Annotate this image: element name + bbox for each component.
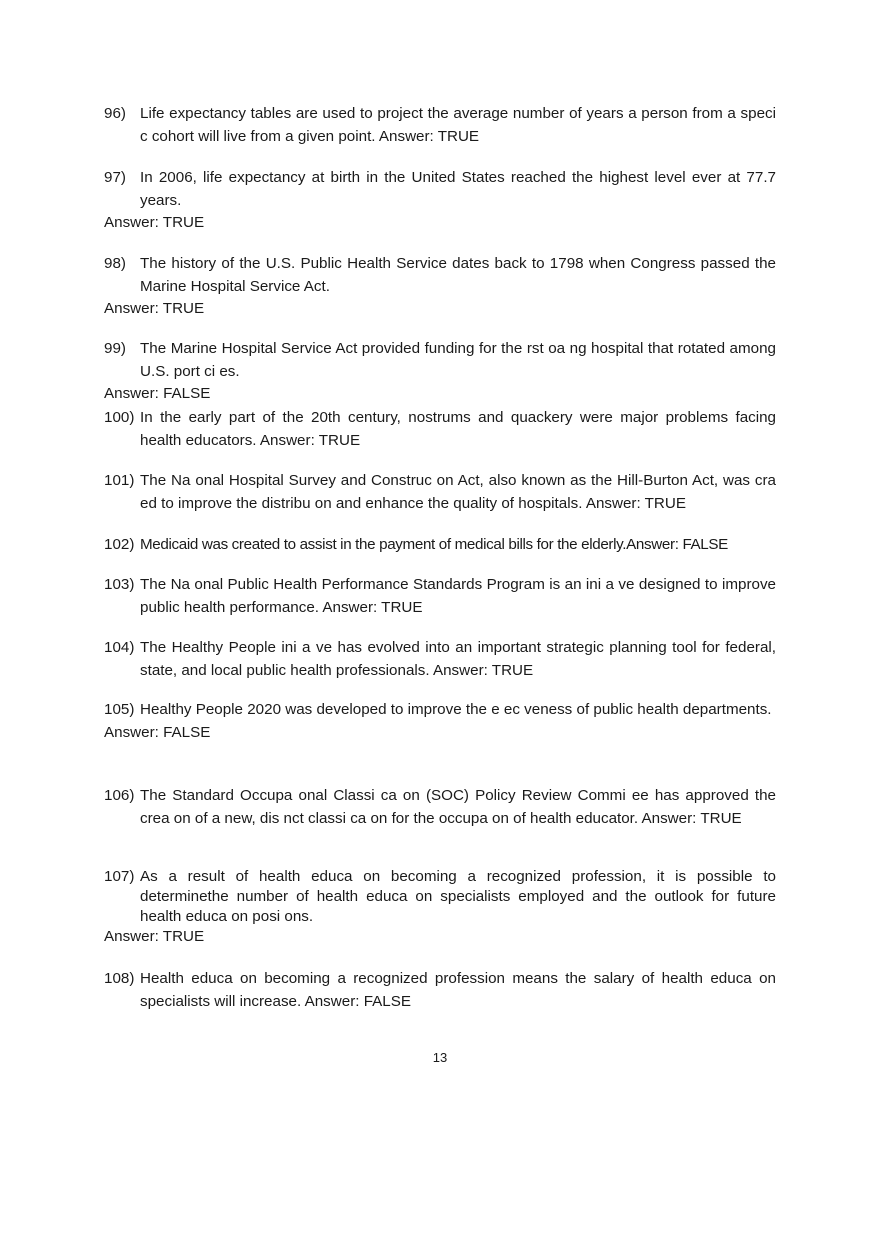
question-number: 96): [104, 105, 126, 122]
answer: Answer: TRUE: [432, 661, 534, 679]
answer: Answer: TRUE: [104, 214, 205, 231]
question-number: 98): [104, 255, 126, 272]
answer: Answer: FALSE: [626, 536, 728, 553]
question-number: 97): [104, 169, 126, 186]
question-text: The Healthy People ini a ve has evolved into an important strategic planning tool for federal, state, and local public health professionals.: [140, 639, 776, 679]
question-text: Medicaid was created to assist in the payment of medical bills for the elderly.: [140, 536, 627, 553]
question-text: The Marine Hospital Service Act provided funding for the rst oa ng hospital that rotated among U.S. port ci es.: [140, 340, 776, 380]
question-text: Health educa on becoming a recognized profession means the salary of health educa on specialists will increase.: [140, 970, 776, 1010]
question-number: 105): [104, 701, 135, 718]
question-104: [104, 637, 776, 682]
answer: Answer: FALSE: [304, 992, 411, 1010]
answer: Answer: TRUE: [378, 127, 480, 145]
question-99: [104, 338, 776, 406]
question-108: [104, 968, 776, 1013]
answer: Answer: TRUE: [585, 494, 686, 512]
question-text: In 2006, life expectancy at birth in the United States reached the highest level ever at 77.7 years.: [140, 169, 776, 209]
answer: Answer: FALSE: [104, 723, 211, 741]
question-number: 107): [104, 868, 135, 885]
answer: Answer: TRUE: [322, 598, 423, 616]
question-100: [104, 407, 776, 452]
question-number: 102): [104, 536, 135, 553]
question-105: [104, 699, 776, 744]
question-number: 99): [104, 340, 126, 357]
page-number: 13: [432, 1050, 448, 1065]
question-text: As a result of health educa on becoming a recognized profession, it is possible to determinethe number of health educa on specialists employed and the outlook for future health educa on posi ons.: [140, 868, 776, 925]
answer: Answer: TRUE: [641, 809, 742, 827]
question-text: The Na onal Public Health Performance Standards Program is an ini a ve designed to improve public health performance.: [140, 576, 776, 616]
question-97: [104, 167, 776, 235]
question-number: 100): [104, 409, 135, 426]
question-text: Life expectancy tables are used to project the average number of years a person from a speci c cohort will live from a given point.: [140, 105, 776, 145]
question-106: [104, 785, 776, 830]
question-text: The history of the U.S. Public Health Service dates back to 1798 when Congress passed the Marine Hospital Service Act.: [140, 255, 776, 295]
question-text: The Standard Occupa onal Classi ca on (SOC) Policy Review Commi ee has approved the crea on of a new, dis nct classi ca on for the occupa on of health educator.: [140, 787, 776, 827]
question-96: [104, 103, 776, 148]
answer: Answer: TRUE: [104, 300, 205, 317]
question-number: 101): [104, 472, 135, 489]
question-number: 106): [104, 787, 135, 804]
question-103: [104, 574, 776, 619]
question-text: The Na onal Hospital Survey and Construc on Act, also known as the Hill-Burton Act, was cra ed to improve the distribu on and enhance the quality of hospitals.: [140, 472, 776, 512]
question-text: In the early part of the 20th century, nostrums and quackery were major problems facing health educators.: [140, 409, 776, 449]
answer: Answer: TRUE: [104, 928, 205, 945]
answer: Answer: TRUE: [259, 431, 361, 449]
question-text: Healthy People 2020 was developed to improve the e ec veness of public health departments.: [140, 701, 772, 718]
question-101: [104, 470, 776, 515]
question-98: [104, 253, 776, 321]
question-107: [104, 867, 776, 947]
question-number: 104): [104, 639, 135, 656]
question-number: 108): [104, 970, 135, 987]
answer: Answer: FALSE: [104, 385, 211, 402]
question-102: [104, 534, 776, 557]
question-number: 103): [104, 576, 135, 593]
